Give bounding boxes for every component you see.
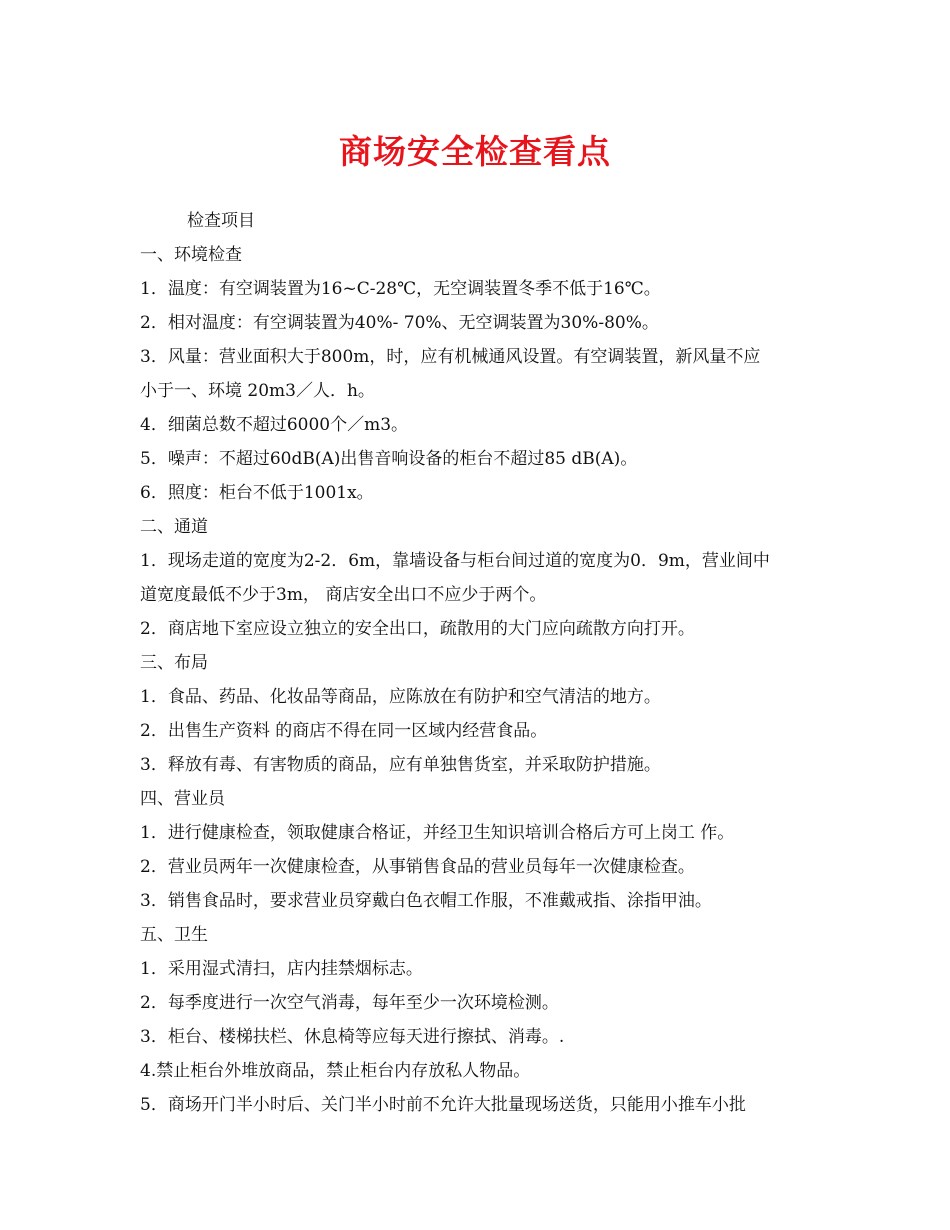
paragraph-line: 3．柜台、楼梯扶栏、休息椅等应每天进行擦拭、消毒。. bbox=[140, 1027, 565, 1047]
section-heading-layout: 三、布局 bbox=[140, 653, 208, 673]
paragraph-line: 2．出售生产资料 的商店不得在同一区域内经营食品。 bbox=[140, 721, 548, 741]
paragraph-line: 1．现场走道的宽度为2-2．6m，靠墙设备与柜台间过道的宽度为0．9m，营业间中 bbox=[140, 551, 770, 571]
paragraph-line: 2．商店地下室应设立独立的安全出口，疏散用的大门应向疏散方向打开。 bbox=[140, 619, 695, 639]
paragraph-line: 3．风量：营业面积大于800m，时，应有机械通风设置。有空调装置，新风量不应 bbox=[140, 347, 761, 367]
paragraph-line: 1．食品、药品、化妆品等商品，应陈放在有防护和空气清洁的地方。 bbox=[140, 687, 661, 707]
paragraph-line: 1．温度：有空调装置为16~C-28℃，无空调装置冬季不低于16℃。 bbox=[140, 279, 661, 299]
paragraph-line: 1．进行健康检查，领取健康合格证，并经卫生知识培训合格后方可上岗工 作。 bbox=[140, 823, 735, 843]
paragraph-line: 5．噪声：不超过60dB(A)出售音响设备的柜台不超过85 dB(A)。 bbox=[140, 449, 638, 469]
paragraph-line: 6．照度：柜台不低于1001x。 bbox=[140, 483, 374, 503]
document-body bbox=[140, 204, 815, 1122]
section-intro: 检查项目 bbox=[187, 211, 255, 231]
paragraph-line: 3．销售食品时，要求营业员穿戴白色衣帽工作服，不准戴戒指、涂指甲油。 bbox=[140, 891, 712, 911]
section-heading-hygiene: 五、卫生 bbox=[140, 925, 208, 945]
paragraph-line: 小于一、环境 20m3／人．h。 bbox=[140, 381, 375, 401]
paragraph-line: 4．细菌总数不超过6000个／m3。 bbox=[140, 415, 409, 435]
paragraph-line: 2．每季度进行一次空气消毒，每年至少一次环境检测。 bbox=[140, 993, 559, 1013]
section-heading-passage: 二、通道 bbox=[140, 517, 208, 537]
paragraph-line: 4.禁止柜台外堆放商品，禁止柜台内存放私人物品。 bbox=[140, 1061, 531, 1081]
paragraph-line: 道宽度最低不少于3m， 商店安全出口不应少于两个。 bbox=[140, 585, 547, 605]
paragraph-line: 1．采用湿式清扫，店内挂禁烟标志。 bbox=[140, 959, 423, 979]
section-heading-environment: 一、环境检查 bbox=[140, 245, 242, 265]
section-heading-staff: 四、营业员 bbox=[140, 789, 225, 809]
paragraph-line: 2．相对温度：有空调装置为40%- 70%、无空调装置为30%-80%。 bbox=[140, 313, 659, 333]
page-title: 商场安全检查看点 bbox=[339, 132, 611, 171]
paragraph-line: 2．营业员两年一次健康检查，从事销售食品的营业员每年一次健康检查。 bbox=[140, 857, 695, 877]
paragraph-line: 5．商场开门半小时后、关门半小时前不允许大批量现场送货，只能用小推车小批 bbox=[140, 1095, 746, 1115]
paragraph-line: 3．释放有毒、有害物质的商品，应有单独售货室，并采取防护措施。 bbox=[140, 755, 661, 775]
